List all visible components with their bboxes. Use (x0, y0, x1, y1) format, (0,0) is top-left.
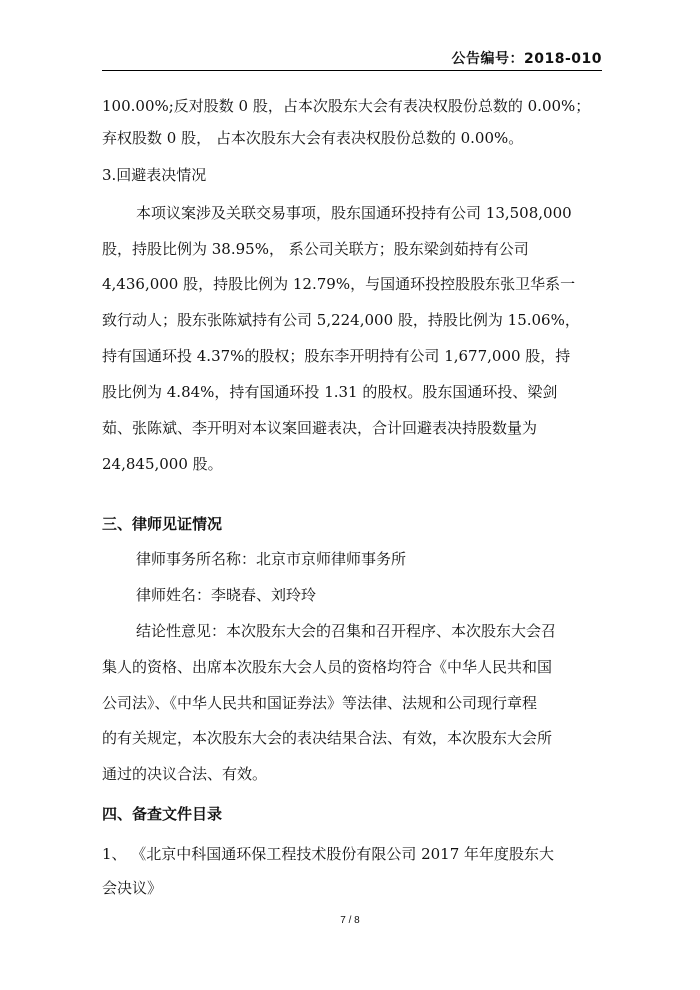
body-line: 4,436,000 股，持股比例为 12.79%，与国通环投控股股东张卫华系一 (102, 275, 576, 293)
body-line: 集人的资格、出席本次股东大会人员的资格均符合《中华人民共和国 (102, 658, 553, 676)
list-item: 会决议》 (102, 879, 163, 897)
body-line: 致行动人；股东张陈斌持有公司 5,224,000 股，持股比例为 15.06%， (102, 311, 580, 329)
body-line: 股比例为 4.84%，持有国通环投 1.31 的股权。股东国通环投、梁剑 (102, 383, 558, 401)
section-heading-documents: 四、备查文件目录 (102, 805, 223, 823)
body-line: 弃权股数 0 股， 占本次股东大会有表决权股份总数的 0.00%。 (102, 129, 524, 147)
body-line: 的有关规定，本次股东大会的表决结果合法、有效，本次股东大会所 (102, 729, 553, 747)
section-heading-lawyer: 三、律师见证情况 (102, 515, 223, 533)
body-line: 通过的决议合法、有效。 (102, 765, 268, 783)
list-item: 1、 《北京中科国通环保工程技术股份有限公司 2017 年年度股东大 (102, 845, 555, 863)
body-line: 律师姓名：李晓春、刘玲玲 (136, 586, 317, 604)
body-line: 结论性意见：本次股东大会的召集和召开程序、本次股东大会召 (136, 622, 557, 640)
body-line: 公司法》、《中华人民共和国证券法》等法律、法规和公司现行章程 (102, 694, 538, 712)
body-line: 持有国通环投 4.37%的股权；股东李开明持有公司 1,677,000 股，持 (102, 347, 571, 365)
header-divider (102, 70, 602, 71)
body-line: 100.00%;反对股数 0 股，占本次股东大会有表决权股份总数的 0.00%； (102, 97, 591, 115)
body-line: 茹、张陈斌、李开明对本议案回避表决，合计回避表决持股数量为 (102, 419, 538, 437)
body-line: 本项议案涉及关联交易事项，股东国通环投持有公司 13,508,000 (136, 204, 572, 222)
announcement-number: 公告编号：2018-010 (451, 51, 602, 67)
subsection-heading: 3.回避表决情况 (102, 166, 207, 184)
body-line: 24,845,000 股。 (102, 455, 223, 473)
page-number: 7 / 8 (340, 915, 360, 926)
body-line: 律师事务所名称：北京市京师律师事务所 (136, 550, 407, 568)
body-line: 股，持股比例为 38.95%， 系公司关联方；股东梁剑茹持有公司 (102, 240, 529, 258)
